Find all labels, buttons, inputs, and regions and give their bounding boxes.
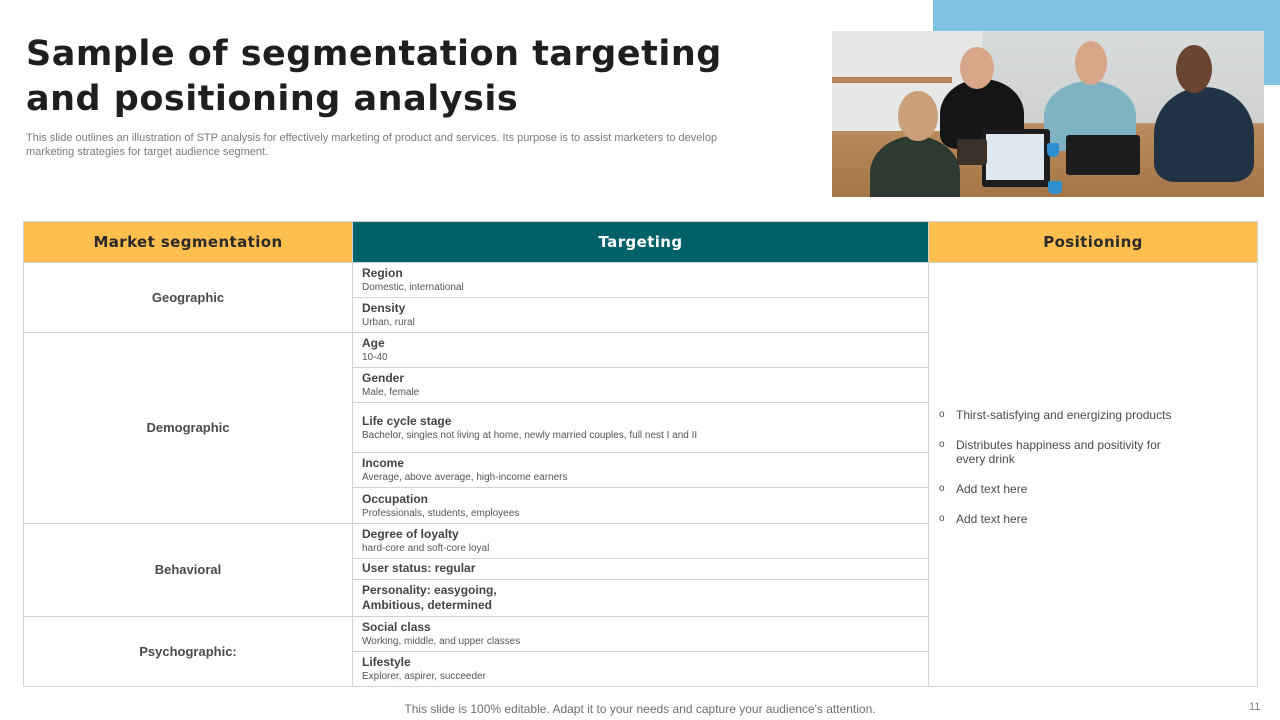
targeting-detail: 10-40	[362, 352, 388, 364]
targeting-cell	[353, 298, 929, 333]
targeting-detail: Working, middle, and upper classes	[362, 635, 521, 647]
positioning-item	[939, 438, 1186, 466]
positioning-text: Distributes happiness and positivity for every drink	[956, 437, 1161, 466]
targeting-title: Personality: easygoing,	[362, 582, 497, 597]
targeting-cell	[353, 651, 929, 686]
slide-title: Sample of segmentation targeting and positioning analysis	[26, 34, 722, 119]
targeting-detail: Male, female	[362, 387, 420, 399]
targeting-title: Density	[362, 301, 406, 316]
slide-footer: This slide is 100% editable. Adapt it to your needs and capture your audience's attention.	[404, 702, 876, 716]
targeting-cell	[353, 453, 929, 488]
targeting-cell	[353, 263, 929, 298]
targeting-cell	[353, 488, 929, 523]
table-row	[24, 263, 1258, 298]
targeting-detail: Urban, rural	[362, 317, 415, 329]
team-meeting-photo	[832, 31, 1264, 197]
positioning-list	[939, 408, 1257, 526]
photo-head-1	[898, 91, 938, 141]
targeting-detail: Bachelor, singles not living at home, newly married couples, full nest I and II	[362, 429, 698, 441]
header-market-segmentation: Market segmentation	[24, 222, 353, 263]
targeting-cell	[353, 558, 929, 579]
bullet-icon: o	[939, 408, 945, 420]
positioning-item	[939, 482, 1186, 496]
targeting-detail: Professionals, students, employees	[362, 507, 520, 519]
targeting-detail: hard-core and soft-core loyal	[362, 542, 490, 554]
targeting-title: Life cycle stage	[362, 413, 452, 428]
targeting-title-line-2: Ambitious, determined	[362, 597, 493, 612]
targeting-cell	[353, 368, 929, 403]
segment-demographic: Demographic	[24, 333, 353, 523]
page-number: 11	[1249, 701, 1261, 713]
targeting-title: Social class	[362, 619, 431, 634]
photo-person-4	[1154, 87, 1254, 182]
targeting-detail: Domestic, international	[362, 282, 464, 294]
targeting-title: Gender	[362, 371, 405, 386]
positioning-text: Add text here	[956, 481, 1028, 496]
slide-subtitle: This slide outlines an illustration of STP analysis for effectively marketing of product and services. Its purpose is to assist marketers to develop marketing strategies for target audience segment.	[26, 132, 718, 158]
stp-table	[23, 221, 1258, 687]
targeting-detail: Explorer, aspirer, succeeder	[362, 670, 486, 682]
photo-cup-2	[1048, 181, 1062, 194]
bullet-icon: o	[939, 482, 945, 494]
header-targeting: Targeting	[353, 222, 929, 263]
segment-psychographic: Psychographic:	[24, 616, 353, 686]
photo-cup-1	[1047, 143, 1059, 157]
targeting-cell	[353, 333, 929, 368]
photo-head-4	[1176, 45, 1212, 93]
table-header-row	[24, 222, 1258, 263]
photo-laptop-3	[957, 139, 987, 165]
segment-behavioral: Behavioral	[24, 523, 353, 616]
targeting-title: Lifestyle	[362, 654, 411, 669]
positioning-item	[939, 408, 1186, 422]
targeting-title: Occupation	[362, 491, 429, 506]
photo-laptop-2	[1066, 135, 1140, 175]
targeting-title: Income	[362, 456, 405, 471]
photo-head-3	[1075, 41, 1107, 85]
header-positioning: Positioning	[929, 222, 1258, 263]
positioning-item	[939, 512, 1186, 526]
segment-geographic: Geographic	[24, 263, 353, 333]
positioning-text: Thirst-satisfying and energizing products	[956, 407, 1172, 422]
targeting-cell	[353, 579, 929, 616]
targeting-title: User status: regular	[362, 561, 476, 576]
accent-side-bar	[1264, 31, 1280, 85]
positioning-text: Add text here	[956, 511, 1028, 526]
targeting-title: Degree of loyalty	[362, 526, 459, 541]
positioning-cell	[929, 263, 1258, 687]
targeting-title: Age	[362, 336, 385, 351]
bullet-icon: o	[939, 438, 945, 450]
photo-shelf	[832, 77, 952, 83]
targeting-detail: Average, above average, high-income earners	[362, 472, 568, 484]
targeting-cell	[353, 616, 929, 651]
targeting-cell	[353, 403, 929, 453]
targeting-cell	[353, 523, 929, 558]
targeting-title: Region	[362, 266, 403, 281]
accent-bar	[933, 0, 1280, 31]
photo-laptop-screen	[986, 134, 1044, 180]
bullet-icon: o	[939, 512, 945, 524]
photo-head-2	[960, 47, 994, 89]
